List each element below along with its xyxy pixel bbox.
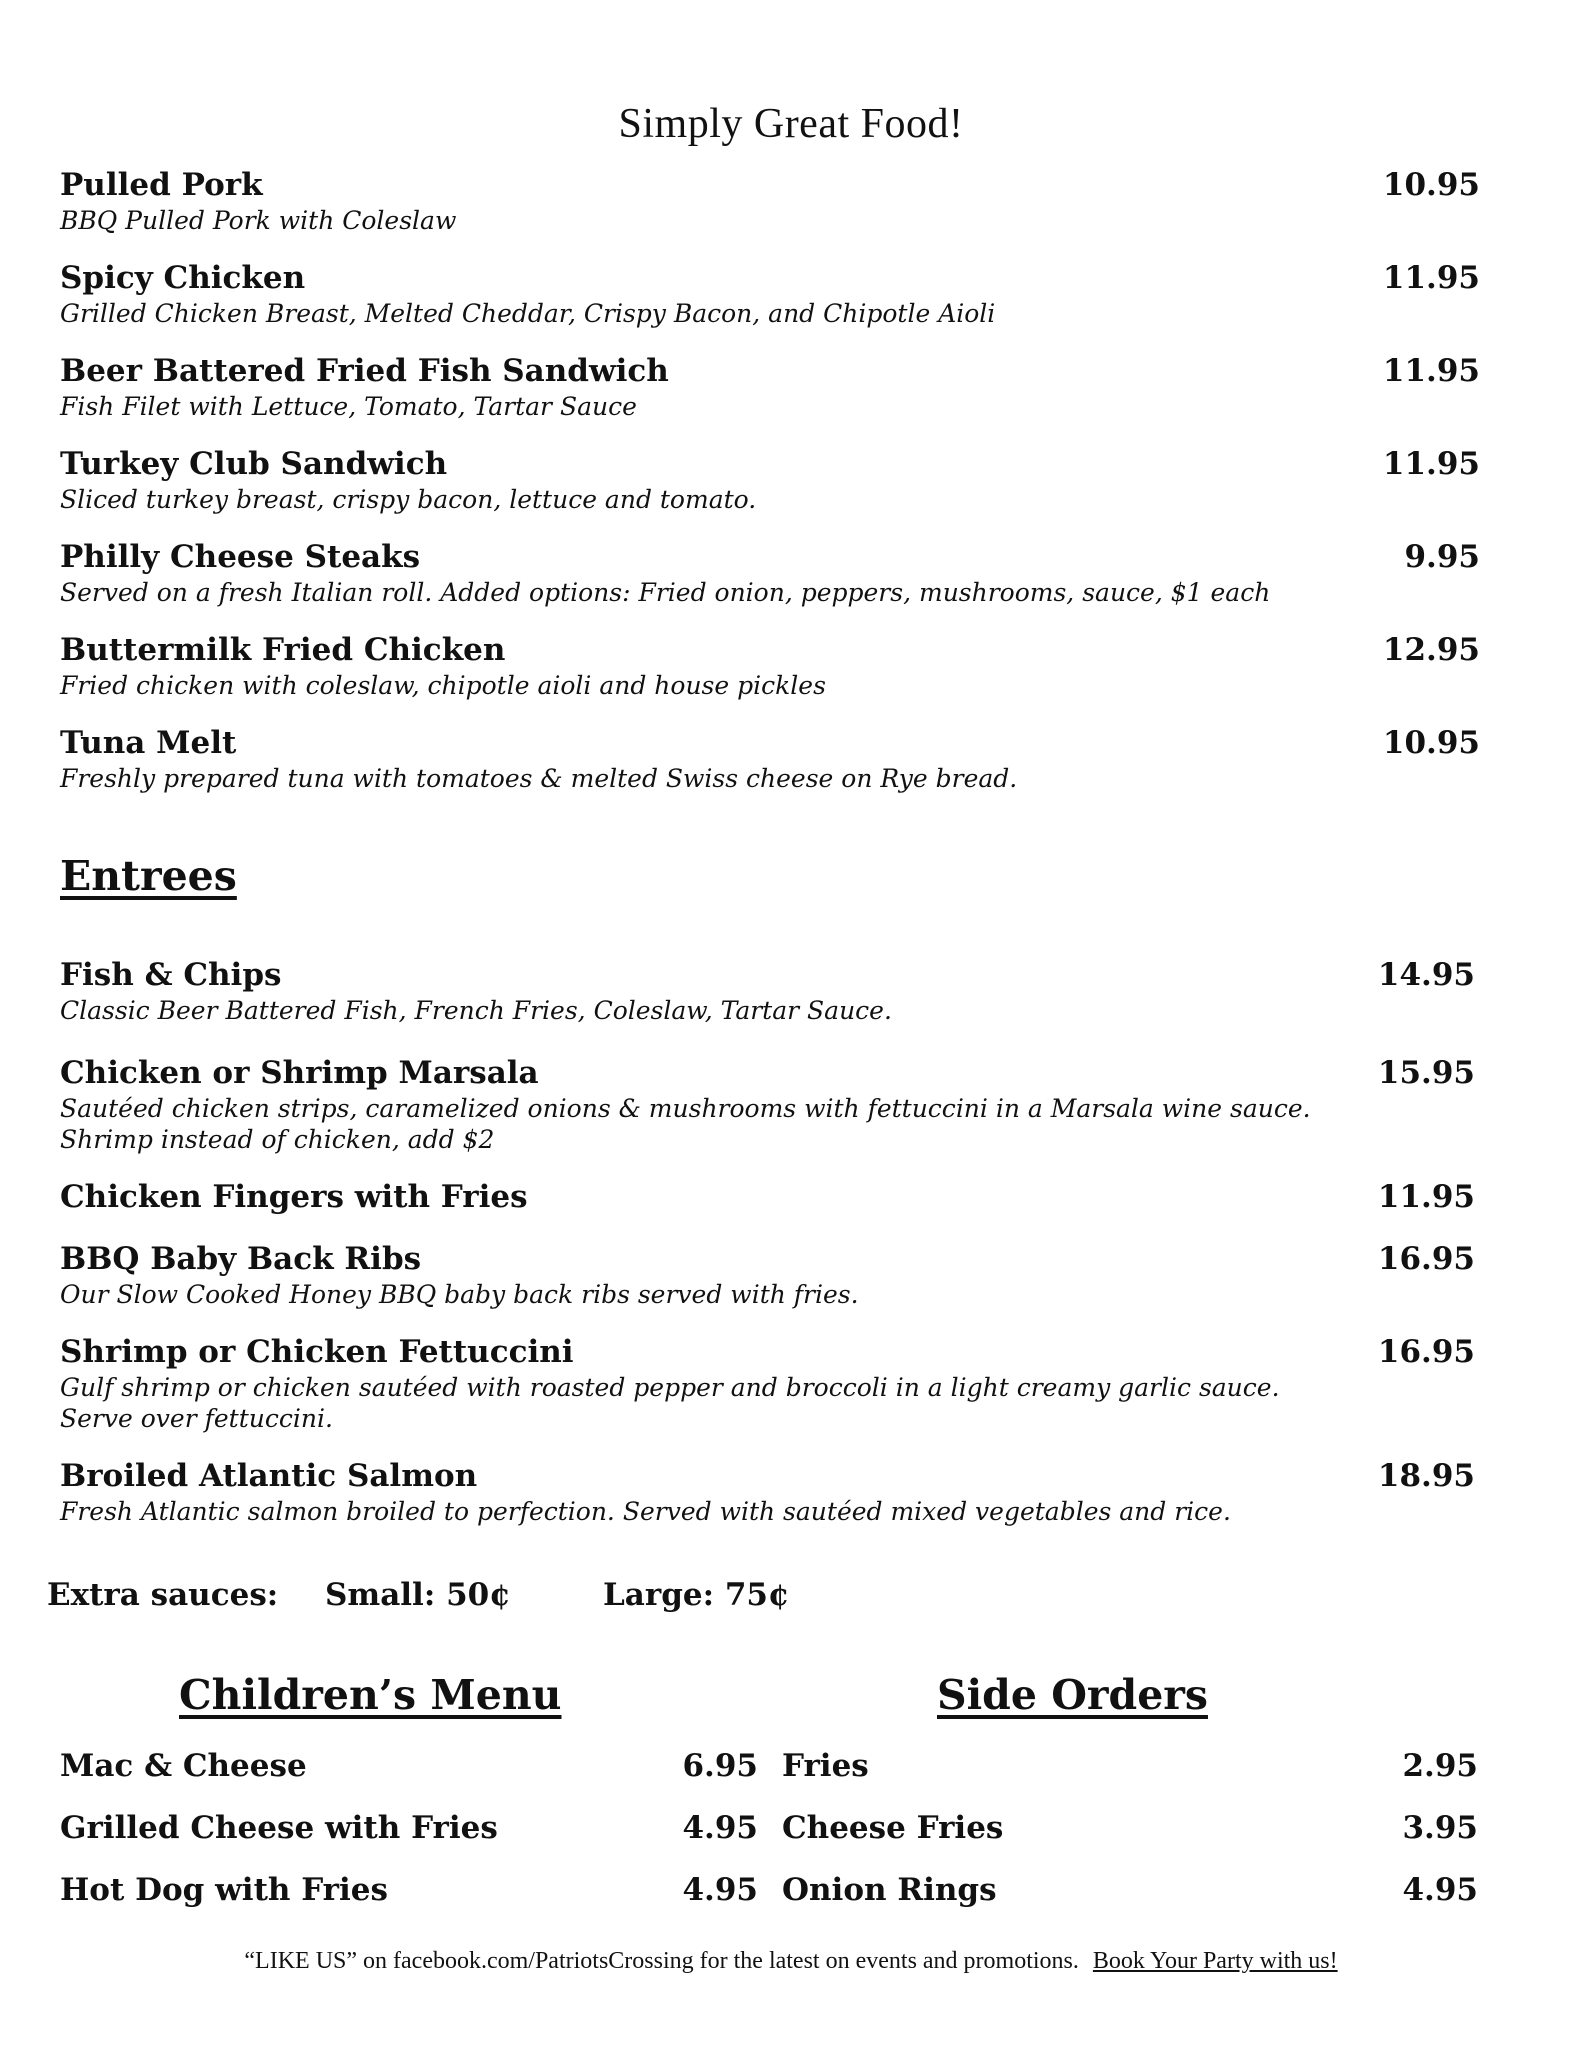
list-item: Mac & Cheese [60,1748,307,1784]
item-description: Served on a fresh Italian roll. Added options: Fried onion, peppers, mushrooms, sauce, $1 each [60,578,1271,607]
item-price: 6.95 [682,1748,758,1784]
item-description: BBQ Pulled Pork with Coleslaw [60,206,457,235]
item-name: Tuna Melt [60,725,237,761]
item-price: 10.95 [1382,725,1480,761]
side-orders-heading: Side Orders [937,1671,1208,1719]
item-price: 18.95 [1377,1458,1475,1494]
item-description: Grilled Chicken Breast, Melted Cheddar, Crispy Bacon, and Chipotle Aioli [60,299,996,328]
item-price: 11.95 [1382,353,1480,389]
item-price: 9.95 [1404,539,1480,575]
footer-text: “LIKE US” on facebook.com/PatriotsCrossing for the latest on events and promotions. [244,1948,1079,1974]
item-price: 15.95 [1377,1055,1475,1091]
item-price: 4.95 [682,1810,758,1846]
item-price: 3.95 [1402,1810,1478,1846]
list-item: Grilled Cheese with Fries [60,1810,498,1846]
item-name: Spicy Chicken [60,260,306,296]
item-price: 16.95 [1377,1241,1475,1277]
item-name: Broiled Atlantic Salmon [60,1458,478,1494]
menu-item [60,165,1480,236]
extra-sauces-large: Large: 75¢ [603,1577,790,1613]
item-description: Gulf shrimp or chicken sautéed with roasted pepper and broccoli in a light creamy garlic sauce. Serve over fettuccini. [60,1373,1280,1433]
list-item: Hot Dog with Fries [60,1872,388,1908]
item-description: Freshly prepared tuna with tomatoes & melted Swiss cheese on Rye bread. [60,764,1018,793]
extra-sauces-label: Extra sauces: [47,1577,279,1613]
item-description: Fresh Atlantic salmon broiled to perfection. Served with sautéed mixed vegetables and rice. [60,1497,1231,1526]
menu-item [60,1332,1475,1434]
menu-item [60,1239,1475,1310]
list-item: Cheese Fries [782,1810,1004,1846]
item-price: 14.95 [1377,957,1475,993]
item-description: Our Slow Cooked Honey BBQ baby back ribs served with fries. [60,1280,859,1309]
list-item: Fries [782,1748,869,1784]
item-name: Beer Battered Fried Fish Sandwich [60,353,669,389]
item-price: 11.95 [1382,260,1480,296]
menu-item [60,351,1480,422]
list-item: Onion Rings [782,1872,997,1908]
menu-item [60,723,1480,794]
childrens-menu-heading: Children’s Menu [179,1671,562,1719]
item-description: Classic Beer Battered Fish, French Fries, Coleslaw, Tartar Sauce. [60,996,892,1025]
menu-item [60,537,1480,608]
item-name: Turkey Club Sandwich [60,446,448,482]
menu-item [60,444,1480,515]
item-name: Philly Cheese Steaks [60,539,421,575]
item-price: 12.95 [1382,632,1480,668]
menu-item [60,258,1480,329]
menu-item [60,1177,1475,1217]
item-price: 4.95 [682,1872,758,1908]
item-name: BBQ Baby Back Ribs [60,1241,422,1277]
menu-item [60,1053,1475,1155]
item-name: Fish & Chips [60,957,282,993]
item-description-note: Shrimp instead of chicken, add $2 [60,1125,495,1154]
item-price: 11.95 [1377,1179,1475,1215]
item-name: Chicken or Shrimp Marsala [60,1055,539,1091]
book-party-link[interactable]: Book Your Party with us! [1092,1948,1338,1974]
item-price: 2.95 [1402,1748,1478,1784]
menu-item [60,1456,1475,1527]
item-name: Pulled Pork [60,167,263,203]
menu-item [60,955,1475,1026]
item-description: Sautéed chicken strips, caramelized onions & mushrooms with fettuccini in a Marsala wine sauce. [60,1094,1311,1123]
extra-sauces-small: Small: 50¢ [325,1577,511,1613]
item-description: Fish Filet with Lettuce, Tomato, Tartar Sauce [60,392,637,421]
item-name: Chicken Fingers with Fries [60,1179,528,1215]
footer-note [0,1948,1582,1975]
entrees-heading: Entrees [60,852,237,900]
item-name: Buttermilk Fried Chicken [60,632,506,668]
item-description: Sliced turkey breast, crispy bacon, lettuce and tomato. [60,485,757,514]
page-title: Simply Great Food! [618,101,964,147]
item-price: 4.95 [1402,1872,1478,1908]
item-price: 10.95 [1382,167,1480,203]
item-name: Shrimp or Chicken Fettuccini [60,1334,574,1370]
item-price: 16.95 [1377,1334,1475,1370]
item-price: 11.95 [1382,446,1480,482]
menu-item [60,630,1480,701]
item-description: Fried chicken with coleslaw, chipotle aioli and house pickles [60,671,826,700]
